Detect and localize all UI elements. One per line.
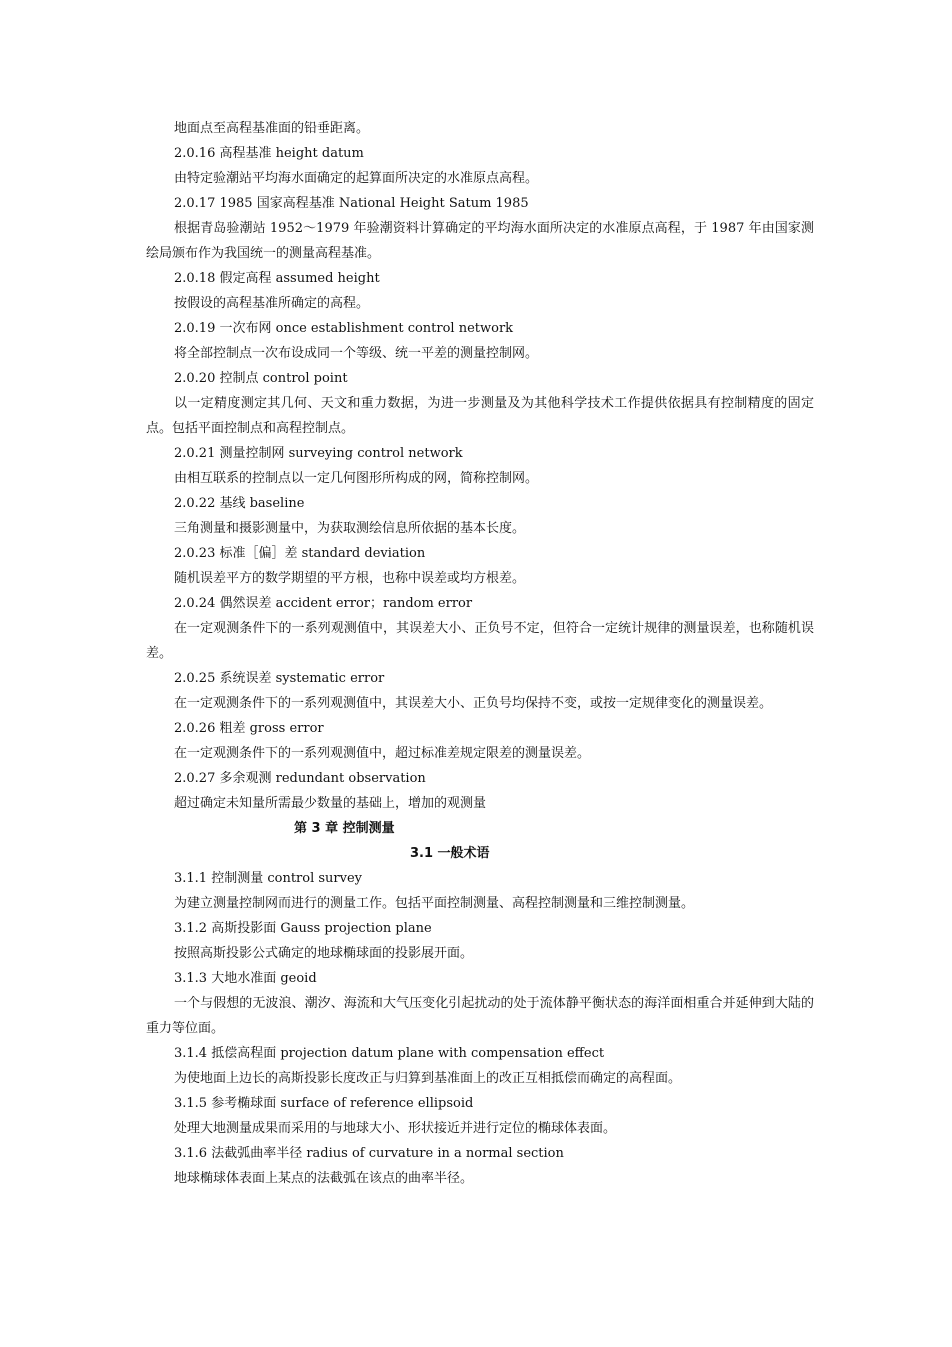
term-entry: 2.0.23 标准［偏］差 standard deviation <box>174 546 426 561</box>
definition-paragraph: 按假设的高程基准所确定的高程。 <box>174 296 370 311</box>
term-entry: 2.0.20 控制点 control point <box>174 371 348 386</box>
term-entry: 2.0.27 多余观测 redundant observation <box>174 771 426 786</box>
definition-paragraph: 为使地面上边长的高斯投影长度改正与归算到基准面上的改正互相抵偿而确定的高程面。 <box>174 1071 682 1086</box>
definition-paragraph: 为建立测量控制网而进行的测量工作。包括平面控制测量、高程控制测量和三维控制测量。 <box>174 896 695 911</box>
term-entry: 3.1.1 控制测量 control survey <box>174 871 363 886</box>
term-entry: 2.0.19 一次布网 once establishment control network <box>174 321 514 336</box>
definition-paragraph: 按照高斯投影公式确定的地球椭球面的投影展开面。 <box>174 946 474 961</box>
term-entry: 2.0.22 基线 baseline <box>174 496 305 511</box>
definition-paragraph: 处理大地测量成果而采用的与地球大小、形状接近并进行定位的椭球体表面。 <box>174 1121 617 1136</box>
definition-paragraph: 三角测量和摄影测量中，为获取测绘信息所依据的基本长度。 <box>174 521 526 536</box>
definition-paragraph: 由相互联系的控制点以一定几何图形所构成的网，简称控制网。 <box>174 471 539 486</box>
term-entry: 2.0.26 粗差 gross error <box>174 721 324 736</box>
term-entry: 2.0.17 1985 国家高程基准 National Height Satum 1985 <box>174 196 529 211</box>
definition-paragraph: 地面点至高程基准面的铅垂距离。 <box>174 121 370 136</box>
definition-paragraph: 在一定观测条件下的一系列观测值中，其误差大小、正负号均保持不变，或按一定规律变化的测量误差。 <box>174 696 773 711</box>
document-body <box>146 116 814 1191</box>
term-entry: 2.0.16 高程基准 height datum <box>174 146 364 161</box>
term-entry: 3.1.6 法截弧曲率半径 radius of curvature in a normal section <box>174 1146 564 1161</box>
section-heading: 3.1 一般术语 <box>410 846 490 861</box>
definition-paragraph: 在一定观测条件下的一系列观测值中，超过标准差规定限差的测量误差。 <box>174 746 591 761</box>
definition-paragraph: 在一定观测条件下的一系列观测值中，其误差大小、正负号不定，但符合一定统计规律的测量误差，也称随机误差。 <box>146 621 814 661</box>
chapter-heading: 第 3 章 控制测量 <box>294 821 395 836</box>
definition-paragraph: 地球椭球体表面上某点的法截弧在该点的曲率半径。 <box>174 1171 474 1186</box>
definition-paragraph: 将全部控制点一次布设成同一个等级、统一平差的测量控制网。 <box>174 346 539 361</box>
term-entry: 2.0.25 系统误差 systematic error <box>174 671 385 686</box>
definition-paragraph: 由特定验潮站平均海水面确定的起算面所决定的水准原点高程。 <box>174 171 539 186</box>
definition-paragraph: 随机误差平方的数学期望的平方根，也称中误差或均方根差。 <box>174 571 526 586</box>
definition-paragraph: 一个与假想的无波浪、潮汐、海流和大气压变化引起扰动的处于流体静平衡状态的海洋面相重合并延伸到大陆的重力等位面。 <box>146 996 814 1036</box>
term-entry: 3.1.5 参考椭球面 surface of reference ellipsoid <box>174 1096 474 1111</box>
term-entry: 2.0.24 偶然误差 accident error；random error <box>174 596 473 611</box>
term-entry: 3.1.4 抵偿高程面 projection datum plane with compensation effect <box>174 1046 605 1061</box>
definition-paragraph: 以一定精度测定其几何、天文和重力数据，为进一步测量及为其他科学技术工作提供依据具有控制精度的固定点。包括平面控制点和高程控制点。 <box>146 396 814 436</box>
definition-paragraph: 超过确定未知量所需最少数量的基础上，增加的观测量 <box>174 796 487 811</box>
definition-paragraph: 根据青岛验潮站 1952～1979 年验潮资料计算确定的平均海水面所决定的水准原点高程，于 1987 年由国家测绘局颁布作为我国统一的测量高程基准。 <box>146 221 814 261</box>
term-entry: 3.1.2 高斯投影面 Gauss projection plane <box>174 921 432 936</box>
term-entry: 2.0.18 假定高程 assumed height <box>174 271 380 286</box>
term-entry: 2.0.21 测量控制网 surveying control network <box>174 446 463 461</box>
term-entry: 3.1.3 大地水准面 geoid <box>174 971 317 986</box>
